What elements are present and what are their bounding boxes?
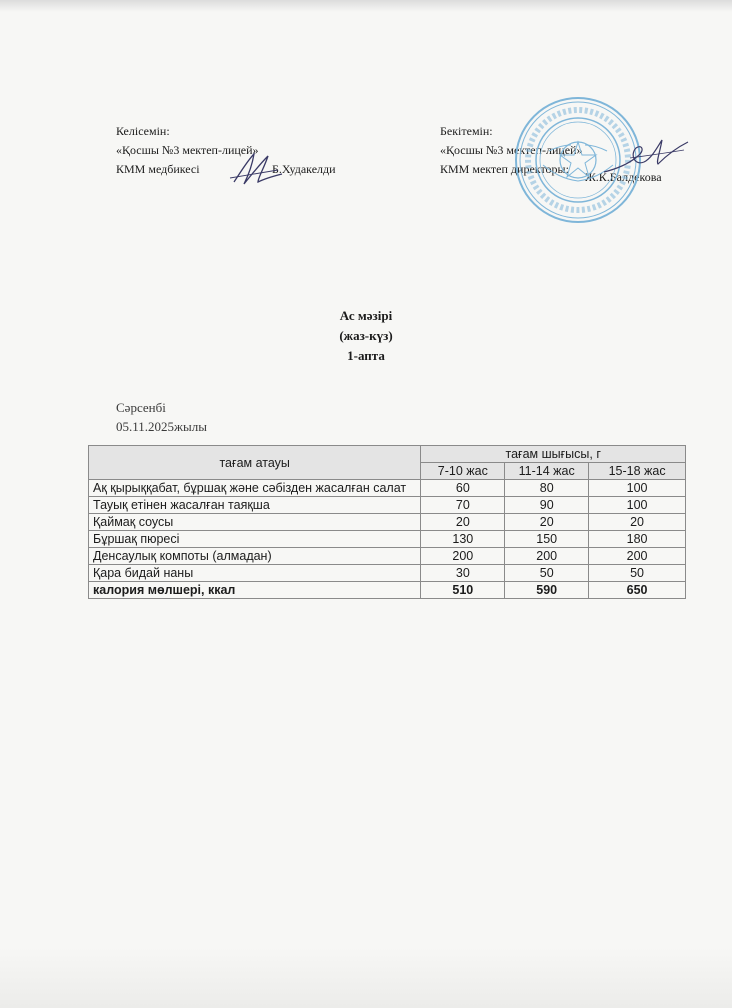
yield-value: 130 (421, 531, 505, 548)
agreed-label: Келісемін: (116, 124, 170, 138)
header-age-2: 11-14 жас (505, 463, 589, 480)
calorie-value: 650 (589, 582, 686, 599)
calorie-label: калория мөлшері, ккал (89, 582, 421, 599)
menu-table (88, 445, 686, 599)
title-line-2: (жаз-күз) (339, 328, 393, 343)
yield-value: 50 (589, 565, 686, 582)
dish-name: Тауық етінен жасалған таяқша (89, 497, 421, 514)
yield-value: 50 (505, 565, 589, 582)
nurse-position: КММ медбикесі (116, 162, 200, 176)
dish-name: Ақ қырыққабат, бұршақ және сәбізден жасалған салат (89, 480, 421, 497)
approved-org: «Қосшы №3 мектеп-лицей» (440, 143, 583, 157)
yield-value: 20 (505, 514, 589, 531)
menu-title (0, 306, 732, 366)
scan-shadow-bottom (0, 948, 732, 1008)
table-row (89, 497, 686, 514)
yield-value: 20 (589, 514, 686, 531)
table-row (89, 514, 686, 531)
header-dish-name: тағам атауы (89, 446, 421, 480)
yield-value: 100 (589, 497, 686, 514)
dish-name: Бұршақ пюресі (89, 531, 421, 548)
yield-value: 200 (589, 548, 686, 565)
approved-label: Бекітемін: (440, 124, 493, 138)
agreed-org: «Қосшы №3 мектеп-лицей» (116, 143, 259, 157)
dish-name: Денсаулық компоты (алмадан) (89, 548, 421, 565)
calorie-value: 590 (505, 582, 589, 599)
dish-name: Қара бидай наны (89, 565, 421, 582)
yield-value: 70 (421, 497, 505, 514)
table-row (89, 548, 686, 565)
yield-value: 20 (421, 514, 505, 531)
header-yield: тағам шығысы, г (421, 446, 686, 463)
weekday: Сәрсенбі (116, 400, 166, 415)
title-line-3: 1-апта (347, 348, 385, 363)
yield-value: 200 (505, 548, 589, 565)
director-position: КММ мектеп директоры: (440, 162, 569, 176)
yield-value: 60 (421, 480, 505, 497)
calorie-row (89, 582, 686, 599)
title-line-1: Ас мәзірі (339, 308, 393, 323)
nurse-signature-icon (228, 148, 284, 188)
header-age-3: 15-18 жас (589, 463, 686, 480)
table-row (89, 480, 686, 497)
yield-value: 80 (505, 480, 589, 497)
yield-value: 200 (421, 548, 505, 565)
header-age-1: 7-10 жас (421, 463, 505, 480)
yield-value: 30 (421, 565, 505, 582)
yield-value: 90 (505, 497, 589, 514)
yield-value: 180 (589, 531, 686, 548)
yield-value: 150 (505, 531, 589, 548)
nurse-name: Б.Худакелди (272, 162, 336, 176)
scan-shadow-top (0, 0, 732, 12)
day-block (116, 398, 207, 436)
date: 05.11.2025жылы (116, 419, 207, 434)
calorie-value: 510 (421, 582, 505, 599)
table-header-row (89, 446, 686, 463)
yield-value: 100 (589, 480, 686, 497)
dish-name: Қаймақ соусы (89, 514, 421, 531)
table-row (89, 565, 686, 582)
director-signature-icon (600, 132, 690, 182)
table-row (89, 531, 686, 548)
director-name: Ж.К.Балдекова (585, 170, 662, 184)
